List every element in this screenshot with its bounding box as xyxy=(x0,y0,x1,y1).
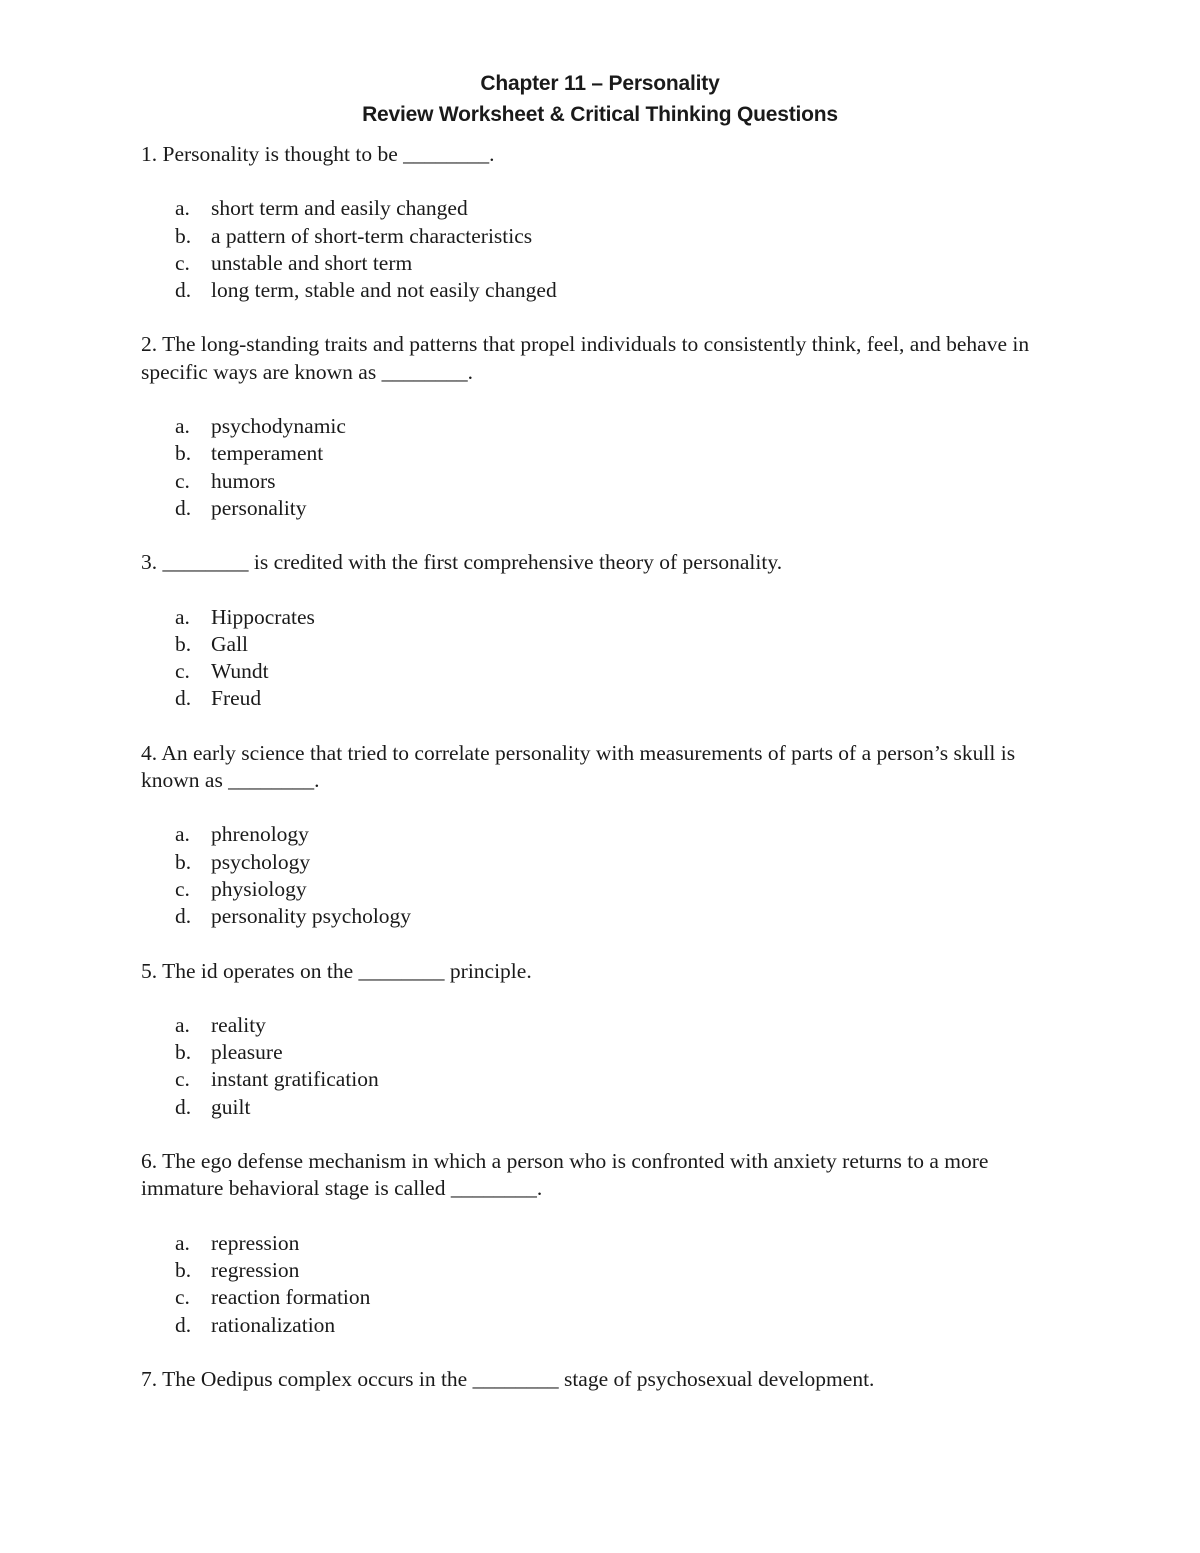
option-text: reality xyxy=(211,1012,266,1037)
answer-option xyxy=(141,495,1041,522)
option-text: pleasure xyxy=(211,1040,283,1065)
answer-option xyxy=(141,658,1041,685)
option-letter: c. xyxy=(175,468,190,493)
option-letter: a. xyxy=(175,604,190,629)
option-letter: b. xyxy=(175,223,192,248)
answer-options xyxy=(141,821,1041,930)
option-letter: a. xyxy=(175,1012,190,1037)
answer-option xyxy=(141,1257,1041,1284)
option-letter: c. xyxy=(175,1067,190,1092)
option-letter: d. xyxy=(175,686,192,711)
question-text: 5. The id operates on the ________ principle. xyxy=(141,958,532,983)
answer-option xyxy=(141,250,1041,277)
option-text: reaction formation xyxy=(211,1285,371,1310)
answer-option xyxy=(141,277,1041,304)
answer-option xyxy=(141,604,1041,631)
worksheet-subtitle: Review Worksheet & Critical Thinking Questions xyxy=(362,103,838,126)
question-text: 2. The long-standing traits and patterns that propel individuals to consistently think, feel, and behave in specific ways are known as ________. xyxy=(141,332,1030,384)
option-letter: c. xyxy=(175,1285,190,1310)
answer-option xyxy=(141,685,1041,712)
option-text: rationalization xyxy=(211,1312,336,1337)
option-text: long term, stable and not easily changed xyxy=(211,278,557,303)
answer-option xyxy=(141,1230,1041,1257)
question-text: 4. An early science that tried to correlate personality with measurements of parts of a person’s skull is known as ________. xyxy=(141,740,1016,793)
question-5 xyxy=(141,958,1041,1121)
option-text: phrenology xyxy=(211,822,309,847)
option-text: psychology xyxy=(211,849,311,874)
answer-options xyxy=(141,1012,1041,1121)
answer-option xyxy=(141,849,1041,876)
answer-option xyxy=(141,413,1041,440)
option-letter: d. xyxy=(175,495,192,520)
answer-option xyxy=(141,631,1041,658)
option-text: Freud xyxy=(211,686,262,711)
answer-options xyxy=(141,1230,1041,1339)
option-text: instant gratification xyxy=(211,1067,379,1092)
option-text: repression xyxy=(211,1230,300,1255)
chapter-title: Chapter 11 – Personality xyxy=(480,72,720,95)
option-letter: c. xyxy=(175,250,190,275)
answer-option xyxy=(141,903,1041,930)
option-text: short term and easily changed xyxy=(211,196,468,221)
question-1 xyxy=(141,141,1041,304)
option-text: personality psychology xyxy=(211,904,412,929)
answer-options xyxy=(141,413,1041,522)
option-letter: b. xyxy=(175,1040,192,1065)
option-text: Wundt xyxy=(211,659,269,684)
answer-option xyxy=(141,1312,1041,1339)
option-letter: b. xyxy=(175,1257,192,1282)
answer-option xyxy=(141,821,1041,848)
answer-options xyxy=(141,195,1041,304)
question-6 xyxy=(141,1148,1041,1339)
answer-option xyxy=(141,876,1041,903)
option-text: guilt xyxy=(211,1094,251,1119)
option-letter: c. xyxy=(175,876,190,901)
question-text: 3. ________ is credited with the first comprehensive theory of personality. xyxy=(141,550,783,575)
answer-options xyxy=(141,604,1041,713)
option-letter: b. xyxy=(175,441,192,466)
question-text: 6. The ego defense mechanism in which a person who is confronted with anxiety returns to a more immature behavioral stage is called ________. xyxy=(141,1149,989,1201)
option-letter: b. xyxy=(175,849,192,874)
option-letter: d. xyxy=(175,1094,192,1119)
option-text: regression xyxy=(211,1257,300,1282)
answer-option xyxy=(141,440,1041,467)
option-text: Hippocrates xyxy=(211,604,315,629)
question-4 xyxy=(141,740,1041,931)
option-text: temperament xyxy=(211,441,324,466)
question-7 xyxy=(141,1366,1041,1393)
option-text: unstable and short term xyxy=(211,250,413,275)
answer-option xyxy=(141,223,1041,250)
option-letter: a. xyxy=(175,1230,190,1255)
option-letter: d. xyxy=(175,1312,192,1337)
option-text: humors xyxy=(211,468,276,493)
answer-option xyxy=(141,1094,1041,1121)
option-letter: d. xyxy=(175,904,192,929)
option-letter: a. xyxy=(175,822,190,847)
option-text: psychodynamic xyxy=(211,414,346,439)
answer-option xyxy=(141,1012,1041,1039)
question-2 xyxy=(141,331,1041,522)
option-text: a pattern of short-term characteristics xyxy=(211,223,533,248)
question-text: 7. The Oedipus complex occurs in the ________ stage of psychosexual development. xyxy=(141,1366,875,1391)
answer-option xyxy=(141,1066,1041,1093)
answer-option xyxy=(141,1039,1041,1066)
option-letter: d. xyxy=(175,278,192,303)
option-text: personality xyxy=(211,495,307,520)
option-letter: a. xyxy=(175,196,190,221)
answer-option xyxy=(141,468,1041,495)
answer-option xyxy=(141,1284,1041,1311)
option-letter: b. xyxy=(175,631,192,656)
worksheet-header xyxy=(0,68,1200,130)
question-text: 1. Personality is thought to be ________. xyxy=(141,142,495,166)
option-letter: a. xyxy=(175,414,190,439)
question-3 xyxy=(141,549,1041,712)
option-letter: c. xyxy=(175,659,190,684)
answer-option xyxy=(141,195,1041,222)
option-text: Gall xyxy=(211,631,249,656)
question-list xyxy=(141,141,1041,1420)
option-text: physiology xyxy=(211,876,307,901)
